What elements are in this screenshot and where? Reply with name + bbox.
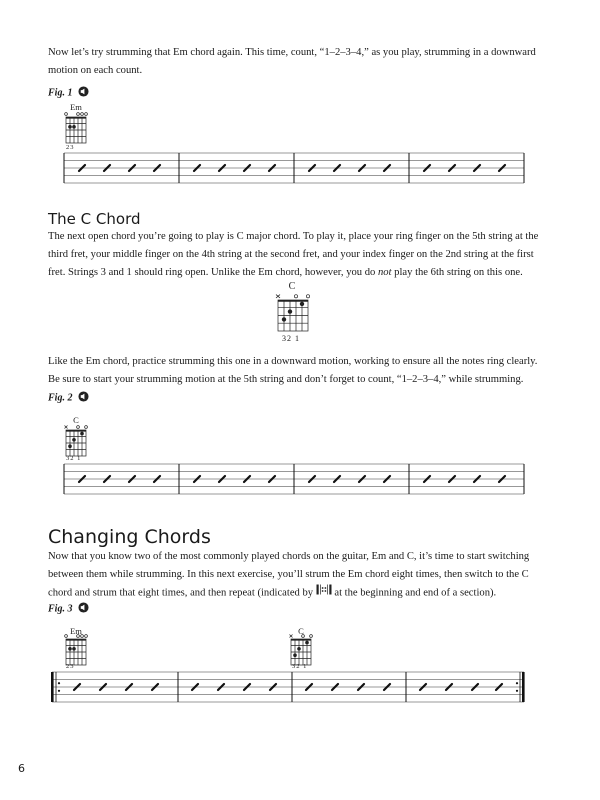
audio-speaker-icon[interactable] xyxy=(78,602,89,616)
audio-speaker-icon[interactable] xyxy=(78,391,89,405)
fig-3-text: Fig. 3 xyxy=(48,603,73,615)
fig-3-chord-2-name: C xyxy=(298,626,304,636)
c-chord-p2-line-2: Be sure to start your strumming motion at the 5th string and don’t forget to count, “1–2–3–4,” while strumming. xyxy=(48,374,524,385)
repeat-sign-icon xyxy=(316,584,332,602)
fig-3-rhythm-staff xyxy=(48,669,528,705)
fig-1-label xyxy=(48,86,89,100)
audio-speaker-icon[interactable] xyxy=(78,86,89,100)
fig-2-rhythm-staff xyxy=(48,461,528,497)
fig-3-label xyxy=(48,602,89,616)
c-chord-p1-line-1: The next open chord you’re going to play is C major chord. To play it, place your ring finger on the 5th string at the xyxy=(48,231,539,242)
changing-line-1: Now that you know two of the most commonly played chords on the guitar, Em and C, it’s time to start switching xyxy=(48,551,530,562)
c-chord-diagram-fingering: 32 1 xyxy=(282,334,300,343)
changing-line-3b: at the beginning and end of a section). xyxy=(331,587,497,599)
c-chord-diagram-name: C xyxy=(288,281,296,292)
fig-1-rhythm-staff xyxy=(48,150,528,186)
em-chord-diagram xyxy=(64,111,88,145)
repeat-end-thick-bar xyxy=(522,672,525,702)
intro-line-1: Now let’s try strumming that Em chord again. This time, count, “1–2–3–4,” as you play, strumming in a downward xyxy=(48,47,536,58)
c-chord-heading: The C Chord xyxy=(48,210,141,228)
fig-3-c-chord-diagram xyxy=(289,633,313,667)
c-chord-p2-line-1: Like the Em chord, practice strumming this one in a downward motion, working to ensure all the notes ring clearly. xyxy=(48,356,538,367)
fig-2-label xyxy=(48,391,89,405)
c-chord-p1-line-3a: fret. Strings 3 and 1 should ring open. Unlike the Em chord, however, you do xyxy=(48,267,378,278)
fig-2-text: Fig. 2 xyxy=(48,392,73,404)
fig-2-chord-name: C xyxy=(73,415,79,425)
c-chord-diagram-large xyxy=(274,293,312,333)
fig-3-em-chord-diagram xyxy=(64,633,88,667)
c-chord-p1-line-2: third fret, your middle finger on the 4th string at the second fret, and your index finger on the 2nd string at the first xyxy=(48,249,534,260)
fig-1-text: Fig. 1 xyxy=(48,87,73,99)
page-number: 6 xyxy=(18,762,25,775)
changing-line-2: between them while strumming. In this next exercise, you’ll strum the Em chord eight times, then switch to the C xyxy=(48,569,529,580)
repeat-start-thick-bar xyxy=(51,672,54,702)
changing-chords-heading: Changing Chords xyxy=(48,526,211,548)
fig-3-chord-1-name: Em xyxy=(70,626,82,636)
c-chord-p1-line-3c: play the 6th string on this one. xyxy=(391,267,523,278)
c-chord-paragraph-1 xyxy=(48,228,564,282)
c-chord-p1-emphasis: not xyxy=(377,267,392,278)
c-chord-paragraph-2 xyxy=(48,353,564,389)
fig-3-chord-1-fingering: 23 xyxy=(66,663,75,670)
fig-2-fingering: 32 1 xyxy=(66,455,82,462)
changing-line-3a: chord and strum that eight times, and then repeat (indicated by xyxy=(48,587,316,599)
changing-chords-paragraph xyxy=(48,548,564,602)
fig-3-chord-2-fingering: 32 1 xyxy=(292,663,308,670)
intro-paragraph xyxy=(48,44,564,80)
fig-1-chord-name: Em xyxy=(70,102,82,112)
fig-2-c-chord-diagram xyxy=(64,424,88,458)
intro-line-2: motion on each count. xyxy=(48,65,143,76)
fig-1-fingering: 23 xyxy=(66,144,75,151)
